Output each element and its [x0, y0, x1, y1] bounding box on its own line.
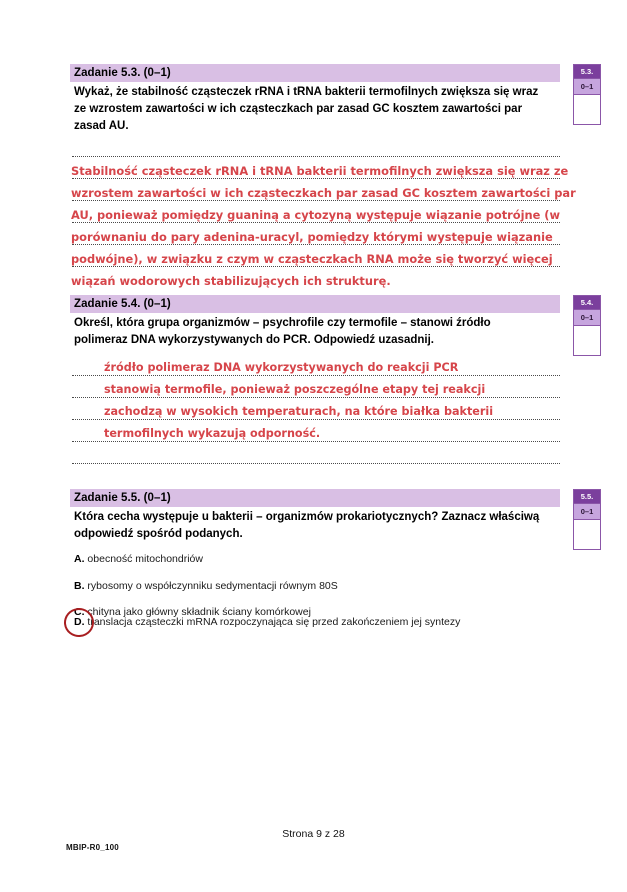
task-5-4-prompt-line: Określ, która grupa organizmów – psychrofile czy termofile – stanowi źródło — [74, 317, 491, 329]
answer-text-5-3-line: AU, ponieważ pomiędzy guaniną a cytozyną występuje wiązanie potrójne (w — [71, 208, 561, 222]
task-5-5-prompt-line: Która cecha występuje u bakterii – organizmów prokariotycznych? Zaznacz właściwą — [74, 511, 540, 523]
answer-text-5-4-line: źródło polimeraz DNA wykorzystywanych do reakcji PCR — [104, 361, 459, 374]
choice-letter-d: D. — [74, 616, 85, 628]
task-5-5-prompt-line: odpowiedź spośród podanych. — [74, 528, 243, 540]
task-5-3-header: Zadanie 5.3. (0–1) — [70, 64, 560, 82]
answer-text-5-4-line: termofilnych wykazują odporność. — [104, 427, 321, 440]
choice-letter-a: A. — [74, 553, 85, 565]
score-box-5-3-value[interactable] — [574, 95, 600, 124]
answer-text-5-3-line: wzrostem zawartości w ich cząsteczkach par zasad GC kosztem zawartości par — [71, 186, 576, 200]
task-5-4-prompt — [70, 313, 560, 349]
choice-option-a[interactable] — [74, 552, 203, 566]
score-box-5-5-range: 0–1 — [574, 503, 600, 520]
task-5-5-prompt — [70, 507, 560, 543]
task-5-3 — [70, 64, 560, 135]
task-5-3-prompt-line: ze wzrostem zawartości w ich cząsteczkach par zasad GC kosztem zawartości par — [74, 103, 523, 115]
score-box-5-4-value[interactable] — [574, 326, 600, 355]
choice-text-d: translacja cząsteczki mRNA rozpoczynająca się przed zakończeniem jej syntezy — [87, 616, 461, 628]
task-5-4-prompt-line: polimeraz DNA wykorzystywanych do PCR. Odpowiedź uzasadnij. — [74, 334, 434, 346]
score-box-5-3-number: 5.3. — [574, 65, 600, 78]
task-5-5-header: Zadanie 5.5. (0–1) — [70, 489, 560, 507]
answer-text-5-3-line: podwójne), w związku z czym w cząsteczkach RNA może się tworzyć więcej — [71, 252, 553, 266]
answer-rule — [72, 156, 560, 157]
task-5-3-prompt-line: zasad AU. — [74, 120, 129, 132]
answer-rule — [72, 463, 560, 464]
choice-option-b[interactable] — [74, 579, 338, 593]
choice-letter-b: B. — [74, 580, 85, 592]
answer-text-5-4-line: zachodzą w wysokich temperaturach, na które białka bakterii — [104, 405, 494, 418]
choice-letter-c: C. — [74, 606, 85, 618]
page-number: Strona 9 z 28 — [282, 828, 345, 840]
choice-text-b: rybosomy o współczynniku sedymentacji równym 80S — [87, 580, 338, 592]
score-box-5-4-number: 5.4. — [574, 296, 600, 309]
answer-text-5-3-line: porównaniu do pary adenina-uracyl, pomiędzy którymi występuje wiązanie — [71, 230, 553, 244]
answer-text-5-3-line: wiązań wodorowych stabilizujących ich strukturę. — [71, 274, 391, 288]
task-5-3-prompt — [70, 82, 560, 135]
task-5-4 — [70, 295, 560, 349]
choice-text-c: chityna jako główny składnik ściany komórkowej — [87, 606, 311, 618]
task-5-5 — [70, 489, 560, 543]
score-box-5-5-value[interactable] — [574, 520, 600, 549]
score-box-5-5 — [573, 489, 601, 550]
task-5-4-header: Zadanie 5.4. (0–1) — [70, 295, 560, 313]
score-box-5-3-range: 0–1 — [574, 78, 600, 95]
choice-text-a: obecność mitochondriów — [87, 553, 203, 565]
document-code: MBIP-R0_100 — [66, 843, 119, 852]
score-box-5-3 — [573, 64, 601, 125]
choice-option-d[interactable] — [74, 615, 460, 629]
answer-text-5-4-line: stanowią termofile, ponieważ poszczególne etapy tej reakcji — [104, 383, 486, 396]
score-box-5-4 — [573, 295, 601, 356]
answer-text-5-3-line: Stabilność cząsteczek rRNA i tRNA bakterii termofilnych zwiększa się wraz ze — [71, 164, 569, 178]
score-box-5-4-range: 0–1 — [574, 309, 600, 326]
task-5-3-prompt-line: Wykaż, że stabilność cząsteczek rRNA i tRNA bakterii termofilnych zwiększa się wraz — [74, 86, 539, 98]
score-box-5-5-number: 5.5. — [574, 490, 600, 503]
